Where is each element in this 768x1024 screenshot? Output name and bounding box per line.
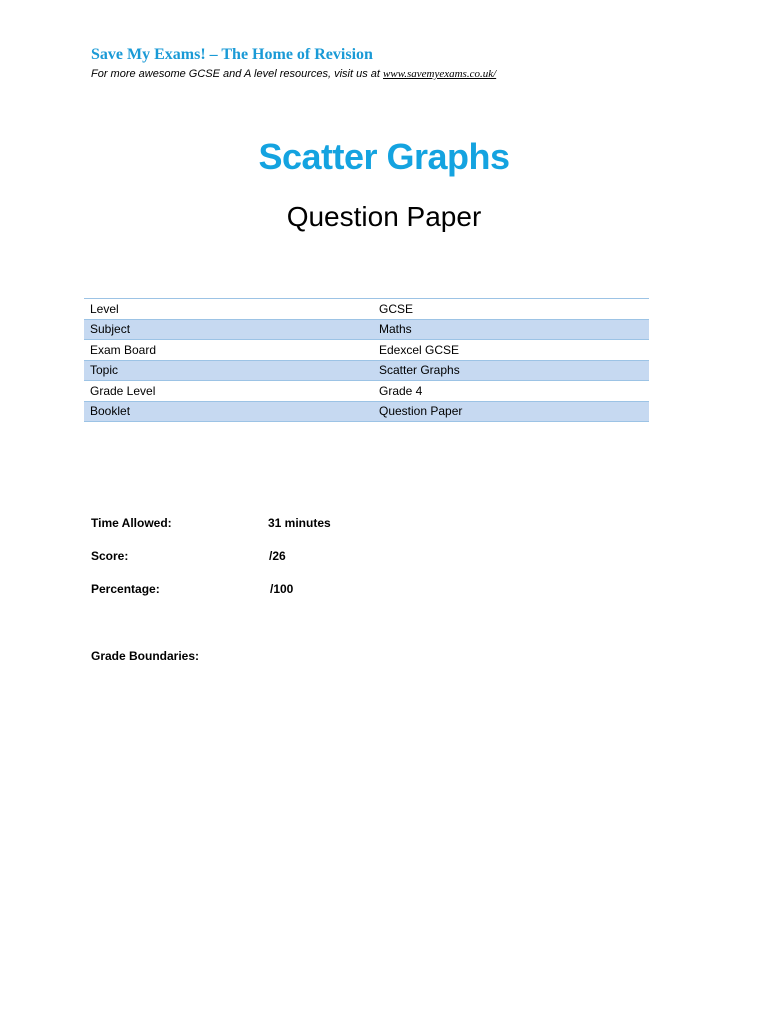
row-value: Edexcel GCSE: [379, 342, 460, 357]
row-label: Exam Board: [90, 342, 157, 357]
row-value: Question Paper: [373, 401, 649, 422]
score-label: Score:: [91, 549, 129, 563]
row-label: Level: [90, 301, 119, 316]
row-label: Topic: [84, 360, 373, 381]
table-row: [84, 319, 649, 340]
row-label: Booklet: [84, 401, 373, 422]
tagline-text: For more awesome GCSE and A level resources, visit us at: [91, 68, 384, 80]
score-value: /26: [269, 549, 286, 563]
info-table: [84, 298, 649, 422]
document-subtitle: Question Paper: [286, 201, 482, 232]
table-row: [84, 360, 649, 381]
row-label: Grade Level: [90, 383, 156, 398]
time-allowed-label: Time Allowed:: [91, 516, 172, 530]
table-row: [84, 299, 649, 320]
row-value: GCSE: [379, 301, 414, 316]
website-link[interactable]: www.savemyexams.co.uk/: [383, 68, 497, 80]
grade-boundaries-label: Grade Boundaries:: [91, 649, 200, 663]
row-value: Scatter Graphs: [373, 360, 649, 381]
brand-tagline: [91, 68, 496, 80]
percentage-label: Percentage:: [91, 582, 160, 596]
row-value: Grade 4: [379, 383, 423, 398]
table-row: [84, 340, 649, 361]
brand-title: Save My Exams! – The Home of Revision: [91, 46, 373, 63]
document-title: Scatter Graphs: [258, 136, 510, 177]
table-row: [84, 401, 649, 422]
time-allowed-value: 31 minutes: [268, 516, 331, 530]
row-label: Subject: [84, 319, 373, 340]
percentage-value: /100: [270, 582, 294, 596]
row-value: Maths: [373, 319, 649, 340]
table-row: [84, 381, 649, 402]
